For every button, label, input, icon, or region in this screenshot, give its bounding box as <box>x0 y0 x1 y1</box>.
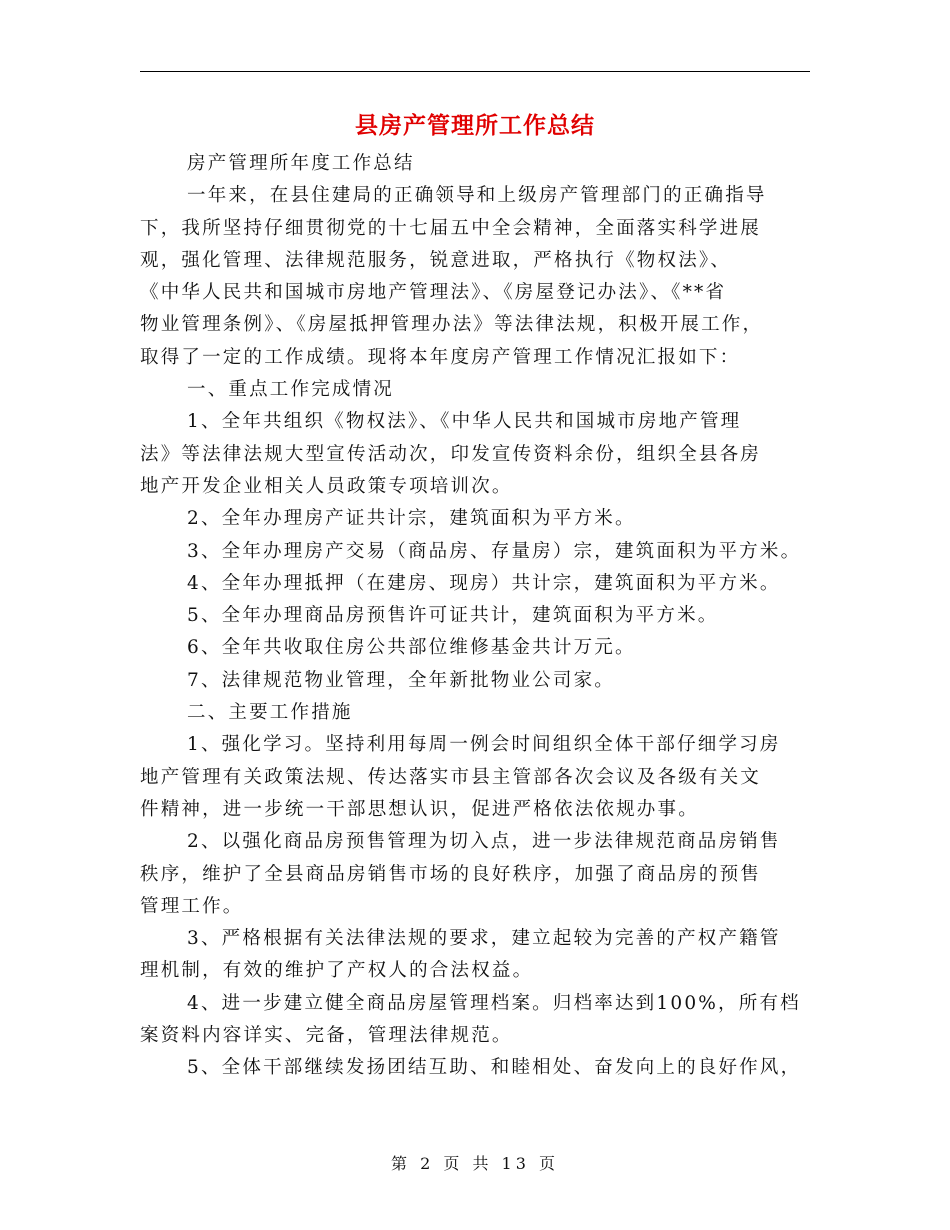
body-line: 6、全年共收取住房公共部位维修基金共计万元。 <box>187 637 636 659</box>
body-line: 4、进一步建立健全商品房屋管理档案。归档率达到100%，所有档 <box>187 992 801 1014</box>
body-line: 4、全年办理抵押（在建房、现房）共计宗，建筑面积为平方米。 <box>187 572 781 594</box>
body-line: 5、全年办理商品房预售许可证共计，建筑面积为平方米。 <box>187 605 719 627</box>
body-line: 理机制，有效的维护了产权人的合法权益。 <box>140 960 534 982</box>
body-line: 1、强化学习。坚持利用每周一例会时间组织全体干部仔细学习房 <box>187 734 781 756</box>
body-line: 秩序，维护了全县商品房销售市场的良好秩序，加强了商品房的预售 <box>140 863 762 885</box>
body-line: 5、全体干部继续发扬团结互助、和睦相处、奋发向上的良好作风， <box>187 1057 802 1079</box>
body-line: 地产管理有关政策法规、传达落实市县主管部各次会议及各级有关文 <box>140 766 762 788</box>
body-line: 3、严格根据有关法律法规的要求，建立起较为完善的产权产籍管 <box>187 928 781 950</box>
body-line: 2、以强化商品房预售管理为切入点，进一步法律规范商品房销售 <box>187 831 781 853</box>
body-line: 《中华人民共和国城市房地产管理法》、《房屋登记办法》、《**省 <box>140 282 727 304</box>
body-line: 3、全年办理房产交易（商品房、存量房）宗，建筑面积为平方米。 <box>187 540 802 562</box>
body-line: 管理工作。 <box>140 895 244 917</box>
body-line: 下，我所坚持仔细贯彻党的十七届五中全会精神，全面落实科学进展 <box>140 217 762 239</box>
body-line: 物业管理条例》、《房屋抵押管理办法》等法律法规，积极开展工作， <box>140 314 764 336</box>
page-footer: 第 2 页 共 13 页 <box>391 1154 559 1173</box>
body-line: 7、法律规范物业管理，全年新批物业公司家。 <box>187 669 615 691</box>
body-line: 1、全年共组织《物权法》、《中华人民共和国城市房地产管理 <box>187 411 742 433</box>
body-line: 一、重点工作完成情况 <box>187 379 395 401</box>
body-line: 一年来，在县住建局的正确领导和上级房产管理部门的正确指导 <box>187 185 767 207</box>
body-line: 取得了一定的工作成绩。现将本年度房产管理工作情况汇报如下： <box>140 346 741 368</box>
body-line: 案资料内容详实、完备，管理法律规范。 <box>140 1025 513 1047</box>
body-line: 件精神，进一步统一干部思想认识，促进严格依法依规办事。 <box>140 798 699 820</box>
body-line: 二、主要工作措施 <box>187 702 353 724</box>
document-title: 县房产管理所工作总结 <box>355 112 595 139</box>
document-body <box>140 148 816 1085</box>
body-line: 房产管理所年度工作总结 <box>187 153 415 174</box>
body-line: 地产开发企业相关人员政策专项培训次。 <box>140 475 513 497</box>
header-rule <box>140 71 810 72</box>
body-line: 观，强化管理、法律规范服务，锐意进取，严格执行《物权法》、 <box>140 249 732 271</box>
body-line: 2、全年办理房产证共计宗，建筑面积为平方米。 <box>187 508 636 530</box>
body-line: 法》等法律法规大型宣传活动次，印发宣传资料余份，组织全县各房 <box>140 443 762 465</box>
